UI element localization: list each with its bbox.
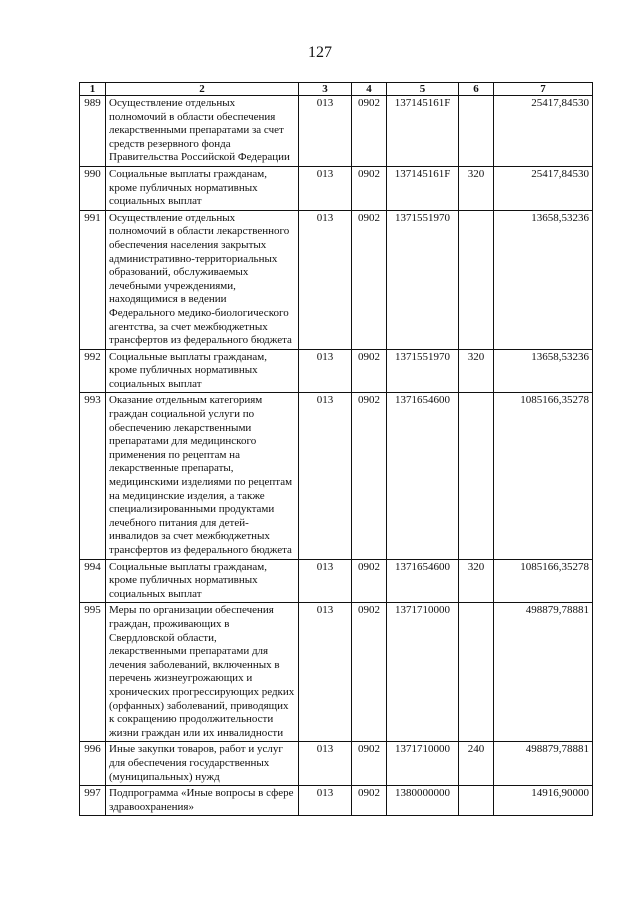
target-code: 1371654600 (387, 559, 459, 603)
amount: 498879,78881 (494, 742, 593, 786)
expense-type-code (459, 603, 494, 742)
ministry-code: 013 (299, 393, 352, 559)
table-row (80, 603, 593, 742)
row-number: 994 (80, 559, 106, 603)
row-name: Социальные выплаты гражданам, кроме публичных нормативных социальных выплат (106, 349, 299, 393)
table-row (80, 786, 593, 816)
section-code: 0902 (352, 96, 387, 167)
row-number: 997 (80, 786, 106, 816)
target-code: 1371654600 (387, 393, 459, 559)
ministry-code: 013 (299, 603, 352, 742)
section-code: 0902 (352, 742, 387, 786)
target-code: 1380000000 (387, 786, 459, 816)
expense-type-code: 320 (459, 349, 494, 393)
target-code: 1371710000 (387, 742, 459, 786)
amount: 1085166,35278 (494, 559, 593, 603)
amount: 13658,53236 (494, 210, 593, 349)
row-name: Социальные выплаты гражданам, кроме публичных нормативных социальных выплат (106, 166, 299, 210)
row-name: Меры по организации обеспечения граждан, проживающих в Свердловской области, лекарственными препаратами для лечения заболеваний, включенных в перечень жизнеугрожающих и хронических прогрессирующих редких (орфанных) заболеваний, приводящих к сокращению продолжительности жизни граждан или их инвалидности (106, 603, 299, 742)
table-row (80, 742, 593, 786)
expense-type-code (459, 210, 494, 349)
amount: 498879,78881 (494, 603, 593, 742)
target-code: 1371551970 (387, 349, 459, 393)
ministry-code: 013 (299, 349, 352, 393)
row-name: Осуществление отдельных полномочий в области лекарственного обеспечения населения закрытых административно-территориальных образований, обслуживаемых лечебными учреждениями, находящимися в ведении Федерального медико-биологического агентства, за счет межбюджетных трансфертов из федерального бюджета (106, 210, 299, 349)
row-number: 991 (80, 210, 106, 349)
header-row (80, 83, 593, 96)
budget-table (79, 82, 593, 816)
row-name: Осуществление отдельных полномочий в области обеспечения лекарственными препаратами за счет средств резервного фонда Правительства Российской Федерации (106, 96, 299, 167)
expense-type-code (459, 96, 494, 167)
row-number: 990 (80, 166, 106, 210)
amount: 25417,84530 (494, 166, 593, 210)
row-number: 992 (80, 349, 106, 393)
column-header-7: 7 (494, 83, 593, 96)
target-code: 1371551970 (387, 210, 459, 349)
column-header-1: 1 (80, 83, 106, 96)
expense-type-code: 320 (459, 559, 494, 603)
section-code: 0902 (352, 559, 387, 603)
amount: 1085166,35278 (494, 393, 593, 559)
section-code: 0902 (352, 166, 387, 210)
ministry-code: 013 (299, 210, 352, 349)
ministry-code: 013 (299, 786, 352, 816)
row-name: Оказание отдельным категориям граждан социальной услуги по обеспечению лекарственными препаратами для медицинского применения по рецептам на лекарственные препараты, медицинскими изделиями по рецептам на медицинские изделия, а также специализированными продуктами лечебного питания для детей-инвалидов за счет межбюджетных трансфертов из федерального бюджета (106, 393, 299, 559)
row-name: Социальные выплаты гражданам, кроме публичных нормативных социальных выплат (106, 559, 299, 603)
section-code: 0902 (352, 603, 387, 742)
expense-type-code (459, 393, 494, 559)
amount: 13658,53236 (494, 349, 593, 393)
section-code: 0902 (352, 210, 387, 349)
row-number: 996 (80, 742, 106, 786)
section-code: 0902 (352, 349, 387, 393)
row-name: Иные закупки товаров, работ и услуг для обеспечения государственных (муниципальных) нужд (106, 742, 299, 786)
expense-type-code (459, 786, 494, 816)
table-row (80, 349, 593, 393)
section-code: 0902 (352, 786, 387, 816)
amount: 25417,84530 (494, 96, 593, 167)
row-number: 993 (80, 393, 106, 559)
amount: 14916,90000 (494, 786, 593, 816)
ministry-code: 013 (299, 742, 352, 786)
ministry-code: 013 (299, 96, 352, 167)
column-header-5: 5 (387, 83, 459, 96)
expense-type-code: 320 (459, 166, 494, 210)
ministry-code: 013 (299, 166, 352, 210)
ministry-code: 013 (299, 559, 352, 603)
table-row (80, 96, 593, 167)
page-number: 127 (308, 44, 332, 61)
row-number: 995 (80, 603, 106, 742)
column-header-3: 3 (299, 83, 352, 96)
target-code: 1371710000 (387, 603, 459, 742)
row-name: Подпрограмма «Иные вопросы в сфере здравоохранения» (106, 786, 299, 816)
column-header-2: 2 (106, 83, 299, 96)
column-header-6: 6 (459, 83, 494, 96)
section-code: 0902 (352, 393, 387, 559)
row-number: 989 (80, 96, 106, 167)
table-row (80, 393, 593, 559)
column-header-4: 4 (352, 83, 387, 96)
table-row (80, 210, 593, 349)
table-row (80, 166, 593, 210)
table-row (80, 559, 593, 603)
target-code: 137145161F (387, 166, 459, 210)
expense-type-code: 240 (459, 742, 494, 786)
target-code: 137145161F (387, 96, 459, 167)
